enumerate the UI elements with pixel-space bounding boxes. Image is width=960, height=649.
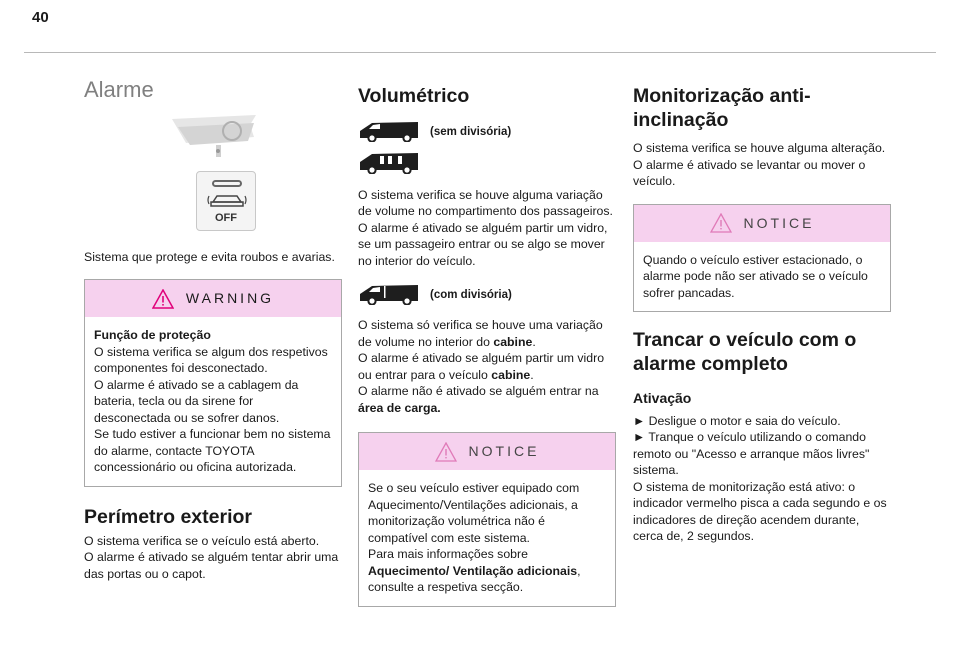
notice-line: Para mais informações sobre Aquecimento/ Ventilação adicionais, consulte a respetiva secção. (368, 547, 581, 594)
monit-line: O sistema verifica se houve alguma alteração. (633, 141, 886, 155)
notice-body (634, 242, 890, 312)
mirror-illustration (168, 113, 258, 161)
heading-monitorizacao: Monitorização anti-inclinação (633, 85, 811, 131)
vehicle-seats-illustration (358, 150, 616, 179)
alarm-off-button-illustration (196, 171, 256, 231)
notice-triangle-icon (710, 213, 732, 233)
perimetro-line: O sistema verifica se o veículo está aberto. (84, 533, 320, 548)
notice-title: NOTICE (468, 443, 540, 460)
heading-perimetro: Perímetro exterior (84, 505, 252, 528)
com-line-3: O alarme não é ativado se alguém entrar na área de carga. (358, 384, 599, 415)
warning-line: Se tudo estiver a funcionar bem no sistema do alarme, contacte TOYOTA concessionário ou oficina autorizada. (94, 427, 331, 474)
warning-triangle-icon (152, 289, 174, 309)
rearview-mirror-icon (168, 113, 258, 161)
van-sem-divisoria (358, 120, 616, 142)
van-com-divisoria (358, 283, 616, 305)
heading-trancar: Trancar o veículo com o alarme completo (633, 329, 857, 375)
com-line-1: O sistema só verifica se houve uma variação de volume no interior do cabine. (358, 318, 603, 349)
van-icon (358, 120, 420, 142)
warning-header (85, 280, 341, 317)
off-label: OFF (215, 211, 237, 224)
page-number: 40 (32, 9, 49, 26)
warning-line: O sistema verifica se algum dos respetivos componentes foi desconectado. (94, 344, 328, 375)
notice-header (359, 433, 615, 470)
notice-body (359, 470, 615, 606)
header-divider (24, 52, 936, 53)
notice-header (634, 205, 890, 242)
com-divisoria-label: (com divisória) (430, 289, 512, 301)
ativacao-line: ► Tranque o veículo utilizando o comando remoto ou "Acesso e arranque mãos livres" sistema. (633, 430, 870, 477)
monit-line: O alarme é ativado se levantar ou mover o veículo. (633, 157, 866, 188)
ativacao-line: O sistema de monitorização está ativo: o indicador vermelho pisca a cada segundo e os indicadores de direção acendem durante, cerca de, 2 segundos. (633, 479, 887, 543)
notice-box-volumetrico (358, 432, 616, 607)
column-alarme (84, 72, 342, 582)
heading-ativacao: Ativação (633, 390, 692, 406)
notice-line: Se o seu veículo estiver equipado com Aquecimento/Ventilações adicionais, a monitorização volumétrica não é compatível com este sistema. (368, 481, 580, 545)
notice-triangle-icon (435, 442, 457, 462)
notice-title: NOTICE (743, 214, 815, 231)
notice-text: Quando o veículo estiver estacionado, o alarme pode não ser ativado se o veículo sofrer pancadas. (643, 252, 868, 300)
warning-box (84, 279, 342, 487)
column-monitorizacao (633, 72, 891, 545)
warning-title: WARNING (185, 290, 275, 307)
heading-volumetrico: Volumétrico (358, 85, 470, 107)
alarme-intro: Sistema que protege e evita roubos e avarias. (84, 249, 335, 264)
column-volumetrico (358, 72, 616, 607)
warning-body (85, 317, 341, 486)
ativacao-line: ► Desligue o motor e saia do veículo. (633, 413, 841, 428)
com-line-2: O alarme é ativado se alguém partir um vidro ou entrar para o veículo cabine. (358, 351, 605, 382)
notice-box-monitorizacao (633, 204, 891, 313)
van-partition-icon (358, 283, 420, 305)
sem-line: O sistema verifica se houve alguma variação de volume no compartimento dos passageiros. (358, 187, 613, 218)
sem-line: O alarme é ativado se alguém partir um vidro, se um passageiro entrar ou se algo se mover no interior do veículo. (358, 220, 608, 268)
perimetro-line: O alarme é ativado se alguém tentar abrir uma das portas ou o capot. (84, 550, 339, 581)
warning-heading: Função de proteção (94, 328, 211, 342)
section-title-alarme: Alarme (84, 77, 154, 102)
warning-line: O alarme é ativado se a cablagem da bateria, tecla ou da sirene for desconectada ou se sofrer danos. (94, 377, 299, 425)
van-seats-icon (358, 150, 420, 174)
car-alarm-icon (207, 192, 247, 208)
sem-divisoria-label: (sem divisória) (430, 126, 512, 138)
